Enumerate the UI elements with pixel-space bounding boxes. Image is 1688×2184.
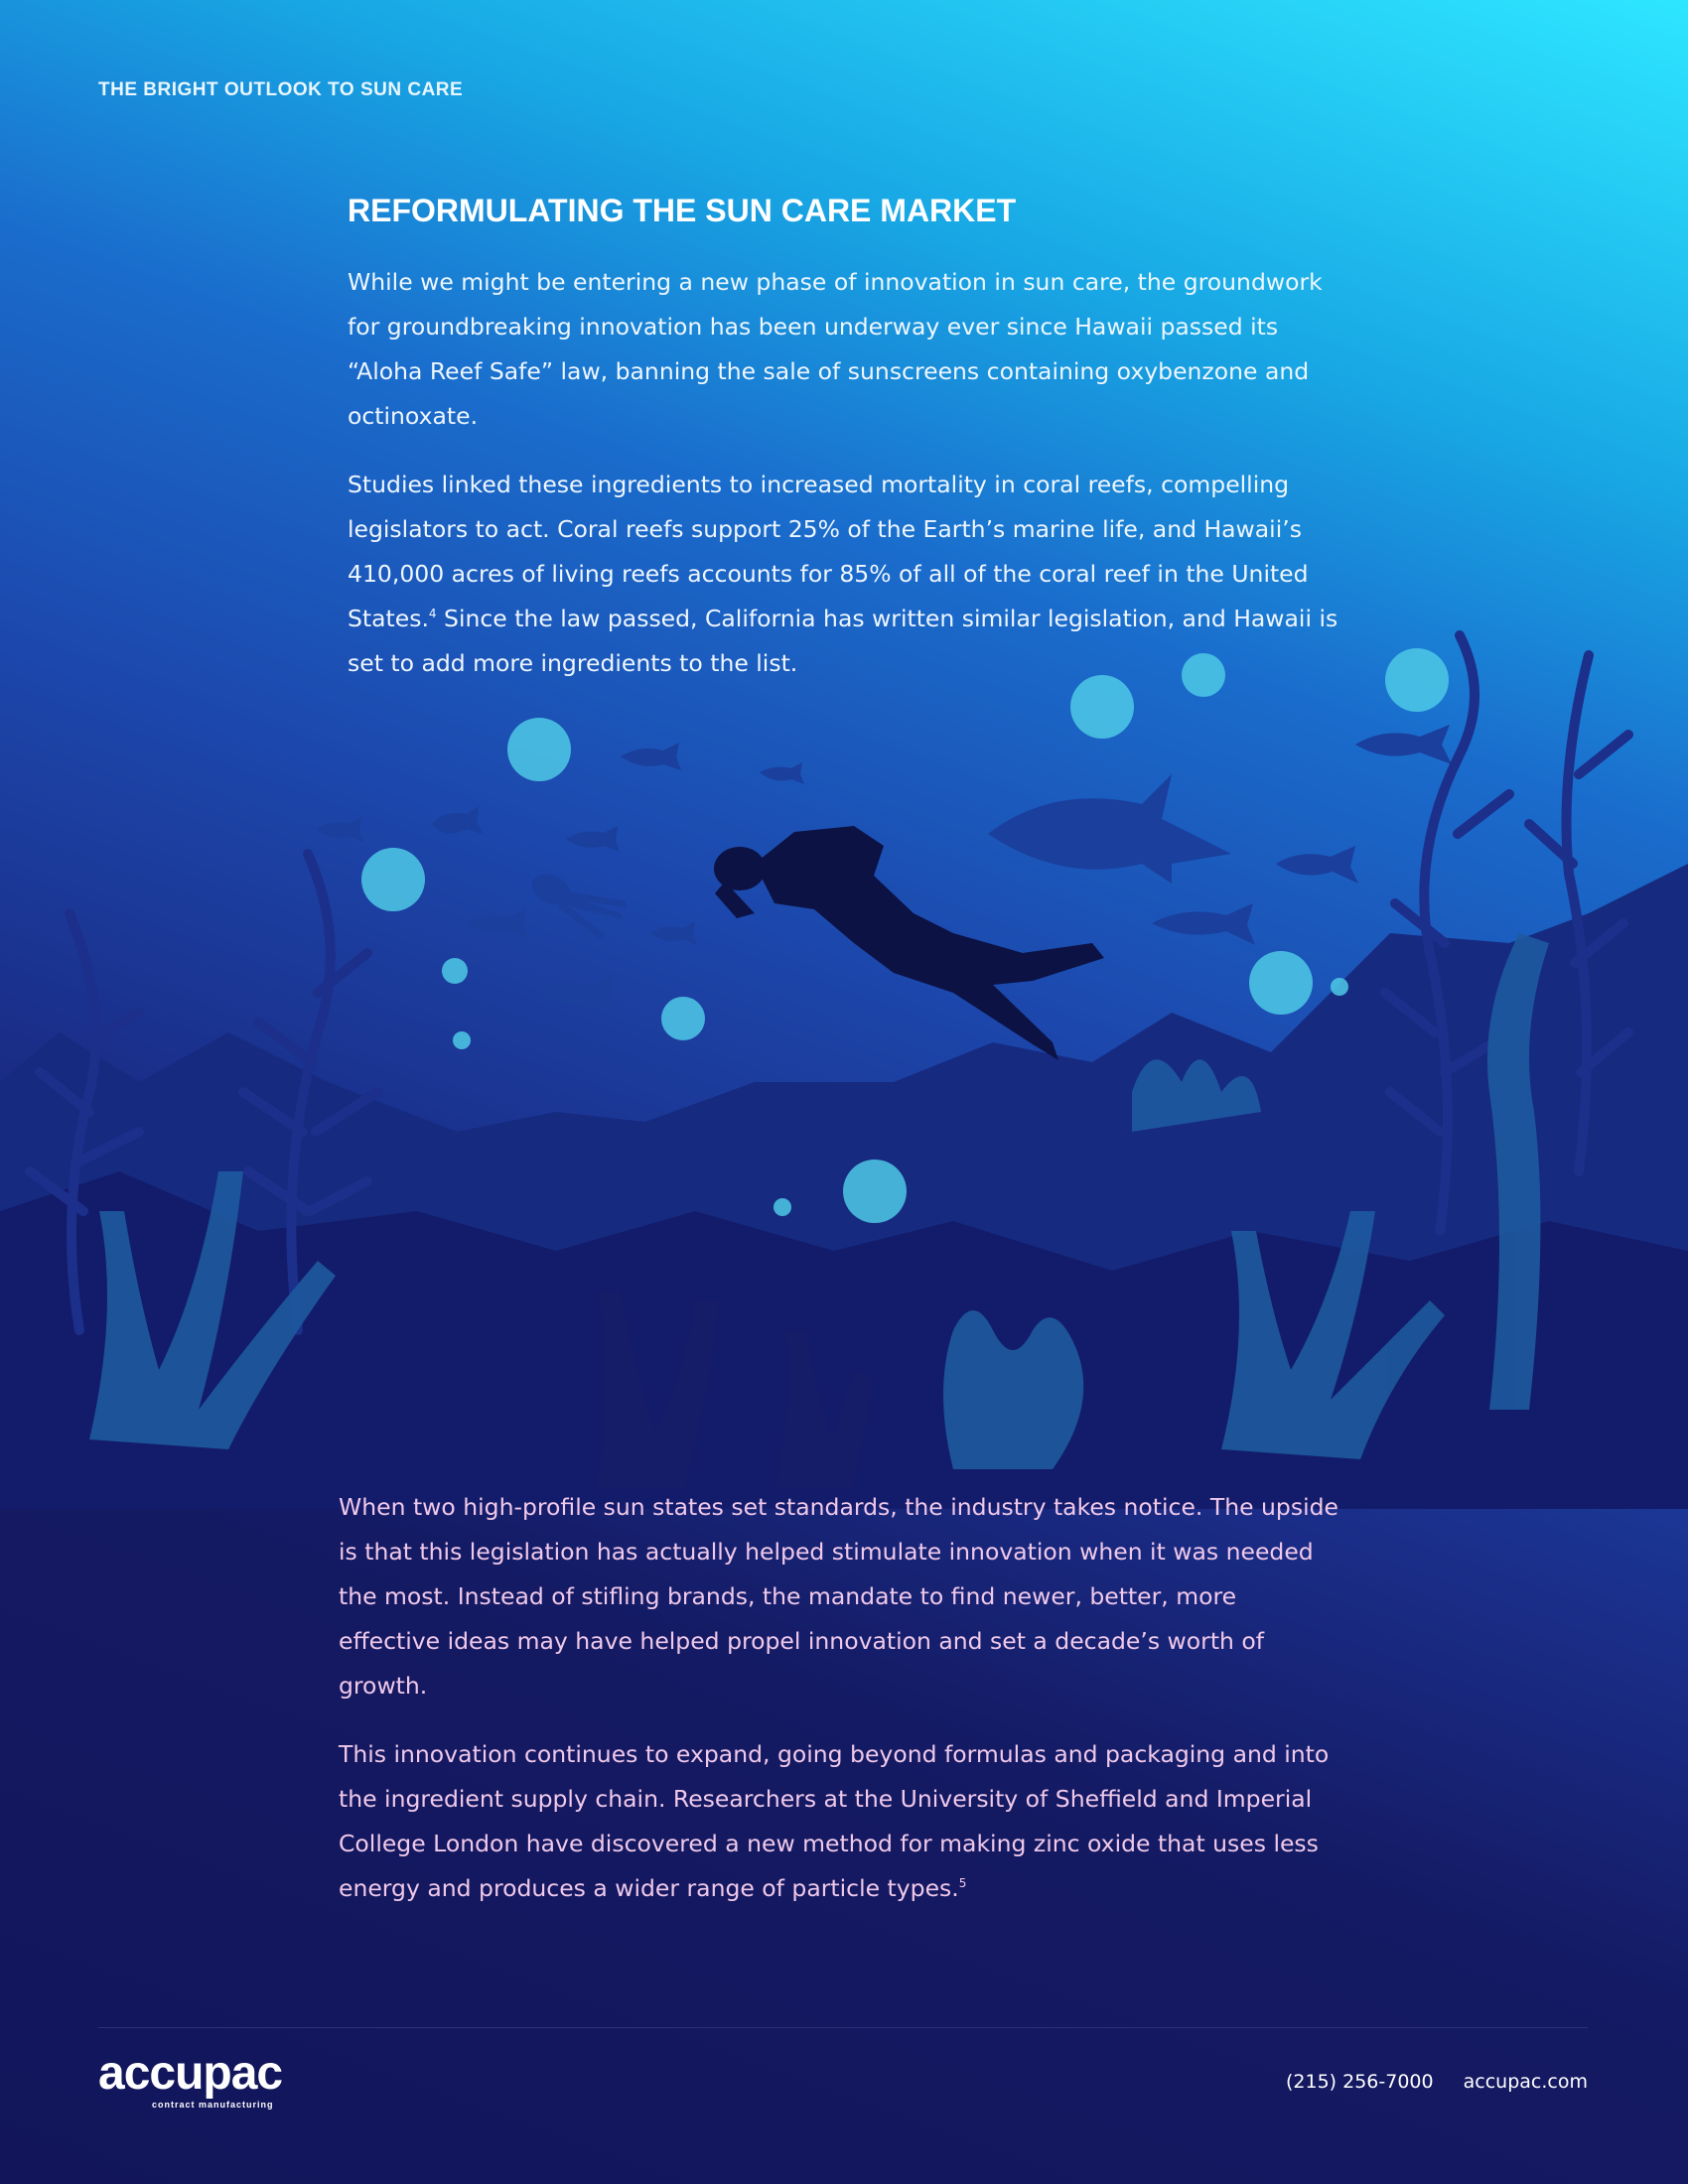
running-header: THE BRIGHT OUTLOOK TO SUN CARE <box>98 79 464 100</box>
bubble <box>774 1198 791 1216</box>
paragraph-1: While we might be entering a new phase of innovation in sun care, the groundwork for groundbreaking innovation has been underway ever since Hawaii passed its “Aloha Reef Safe” law, banning the sale of sunscreens containing oxybenzone and octinoxate. <box>348 268 1323 430</box>
fish <box>566 826 620 852</box>
fish <box>650 921 697 945</box>
bubble <box>1385 648 1449 712</box>
squid <box>527 869 628 939</box>
bubble <box>507 718 571 781</box>
section-title: REFORMULATING THE SUN CARE MARKET <box>348 193 1017 228</box>
fish <box>1276 846 1358 884</box>
bubble <box>453 1031 471 1049</box>
phone-number[interactable]: (215) 256-7000 <box>1285 2071 1434 2093</box>
large-fish <box>988 774 1231 884</box>
fish <box>432 806 483 834</box>
bubble <box>1070 675 1134 739</box>
fish <box>536 975 616 1011</box>
bubble <box>1249 951 1313 1015</box>
fish <box>760 762 804 784</box>
bubble <box>361 848 425 911</box>
bubble <box>843 1160 907 1223</box>
bubble <box>1331 978 1348 996</box>
fish <box>316 817 363 842</box>
footnote-ref-4: 4 <box>428 607 437 621</box>
logo-tagline: contract manufacturing <box>152 2100 274 2110</box>
logo-wordmark: accupac <box>98 2047 283 2100</box>
fish <box>621 743 681 770</box>
paragraph-4 <box>339 1732 1341 1911</box>
bubble <box>661 997 705 1040</box>
fish <box>467 909 528 939</box>
paragraph-3: When two high-profile sun states set standards, the industry takes notice. The upside is that this legislation has actually helped stimulate innovation when it was needed the most. Instead of stifling brands, the mandate to find newer, better, more effective ideas may have helped propel innovation and set a decade’s worth of growth. <box>339 1493 1338 1700</box>
website-link[interactable]: accupac.com <box>1463 2071 1588 2093</box>
bubble <box>1182 653 1225 697</box>
paragraph-2-text-b: Since the law passed, California has written similar legislation, and Hawaii is set to add more ingredients to the list. <box>348 605 1338 677</box>
bubble <box>442 958 468 984</box>
footer-contact <box>1262 2071 1588 2093</box>
footer-divider <box>98 2027 1588 2028</box>
paragraph-2-text-a: Studies linked these ingredients to increased mortality in coral reefs, compelling legislators to act. Coral reefs support 25% of the Earth’s marine life, and Hawaii’s 410,000 acres of living reefs accounts for 85% of all of the coral reef in the United States. <box>348 471 1309 632</box>
paragraph-4-text: This innovation continues to expand, going beyond formulas and packaging and into the ingredient supply chain. Researchers at the University of Sheffield and Imperial College London have discovered a new method for making zinc oxide that uses less energy and produces a wider range of particle types. <box>339 1740 1330 1902</box>
accupac-logo[interactable] <box>98 2047 327 2119</box>
underwater-illustration <box>0 615 1688 1509</box>
fish <box>1152 903 1255 945</box>
closing-text <box>339 1485 1341 1935</box>
footnote-ref-5: 5 <box>958 1876 967 1891</box>
fish <box>1355 725 1452 764</box>
